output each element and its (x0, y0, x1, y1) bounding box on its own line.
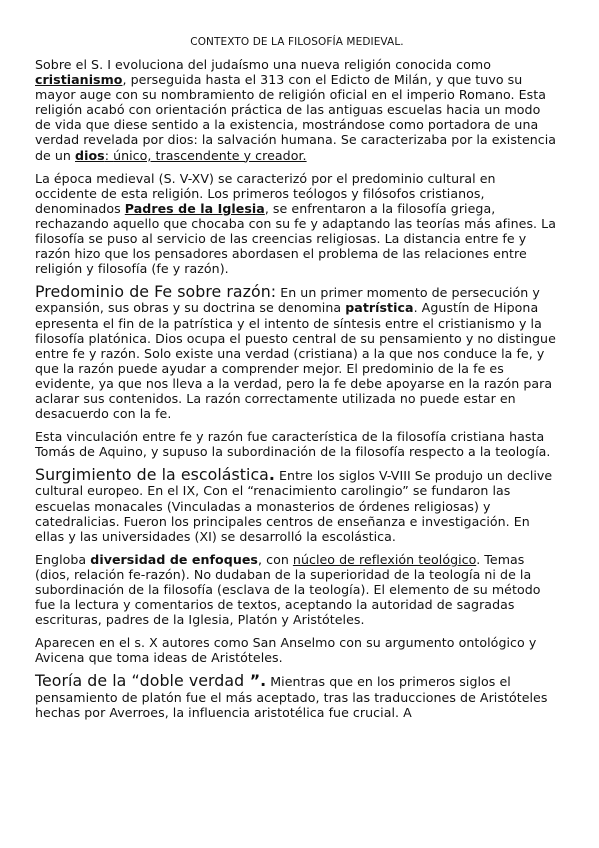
text: , con (257, 551, 293, 567)
text: : (104, 147, 114, 163)
text: . Temas (dios, relación fe-razón). No dudaban de la superioridad de la teología ni de la subordinación de la filosofía (esclava de la teología). El elemento de su método fue la lectura y comentarios de textos, aceptando la autoridad de sagradas escrituras, padres de la Iglesia, Platón y Aristóteles. (35, 551, 541, 628)
heading-dot: . (268, 465, 275, 485)
paragraph-anselmo: Aparecen en el s. X autores como San Anselmo con su argumento ontológico y Avicena que toma ideas de Aristóteles. (35, 635, 537, 666)
term-nucleo: núcleo de reflexión teológico (292, 551, 477, 567)
section-heading: Surgimiento de la escolástica (35, 465, 269, 485)
paragraph-escolastica (35, 467, 559, 543)
paragraph-predominio-fe (35, 284, 559, 421)
text: Mientras que en los primeros siglos el pensamiento de platón fue el más aceptado, tras las traducciones de Aristóteles hechas por Averroes, la influencia aristotélica fue crucial. A (35, 674, 548, 720)
text: Sobre el S. I evoluciona del judaísmo una nueva religión conocida como (35, 57, 491, 72)
term-padres-iglesia: Padres de la Iglesia (124, 200, 265, 216)
paragraph-doble-verdad (35, 673, 559, 719)
text: La época medieval (S. V-XV) se caracterizó por el predominio cultural en occidente de esta religión. Los primeros teólogos y filósofos cristianos, denominados (35, 170, 496, 216)
paragraph-vinculacion: Esta vinculación entre fe y razón fue característica de la filosofía cristiana hasta Tomás de Aquino, y supuso la subordinación de la filosofía respecto a la teología. (35, 429, 551, 460)
text: Entre los siglos V-VIII Se produjo un declive cultural europeo. En el IX, Con el “renacimiento carolingio” se fundaron las escuelas monacales (Vinculadas a monasterios de órdenes religiosas) y catedralicias. Fueron los principales centros de enseñanza e investigación. En ellas y las universidades (XI) se desarrolló la escolástica. (35, 468, 553, 544)
text: , perseguida hasta el 313 con el Edicto de Milán, y que tuvo su mayor auge con su nombramiento de religión oficial en el imperio Romano. Esta religión acabó con orientación práctica de las antiguas escuelas hacia un modo de vida que diese sentido a la existencia, mostrándose como portadora de una verdad revelada por dios: la salvación humana. Se caracterizaba por la existencia de un (35, 72, 557, 163)
dios-attributes: único, trascendente y creador. (113, 147, 307, 163)
text: . Agustín de Hipona epresenta el fin de la patrística y el intento de síntesis entre el cristianismo y la filosofía platónica. Dios ocupa el puesto central de su pensamiento y no distingue entre fe y razón. Solo existe una verdad (cristiana) a la que nos conduce la fe, y que la razón puede ayudar a comprender mejor. El predominio de la fe es evidente, ya que nos lleva a la verdad, pero la fe debe apoyarse en la razón para aclarar sus contenidos. La razón correctamente utilizada no puede estar en desacuerdo con la fe. (35, 300, 556, 422)
heading-quote: ”. (244, 671, 267, 691)
term-dios: dios (75, 147, 105, 163)
paragraph-engloba (35, 552, 559, 627)
term-patristica: patrística (345, 300, 414, 316)
document-title: CONTEXTO DE LA FILOSOFÍA MEDIEVAL. (190, 36, 404, 48)
paragraph-epoca-medieval (35, 171, 559, 277)
text: Engloba (35, 551, 91, 567)
text: En un primer momento de persecución y expansión, sus obras y su doctrina se denomina (35, 285, 540, 316)
section-heading: Teoría de la “doble verdad (35, 671, 245, 691)
text: , se enfrentaron a la filosofía griega, rechazando aquello que chocaba con su fe y adaptando las teorías más afines. La filosofía se puso al servicio de las creencias religiosas. La distancia entre fe y razón hizo que los pensadores abordasen el problema de las relaciones entre religión y filosofía (fe y razón). (35, 200, 556, 277)
section-heading: Predominio de Fe sobre razón: (35, 282, 277, 302)
paragraph-cristianismo (35, 57, 559, 163)
term-diversidad: diversidad de enfoques (90, 551, 258, 567)
term-cristianismo: cristianismo (35, 72, 123, 88)
